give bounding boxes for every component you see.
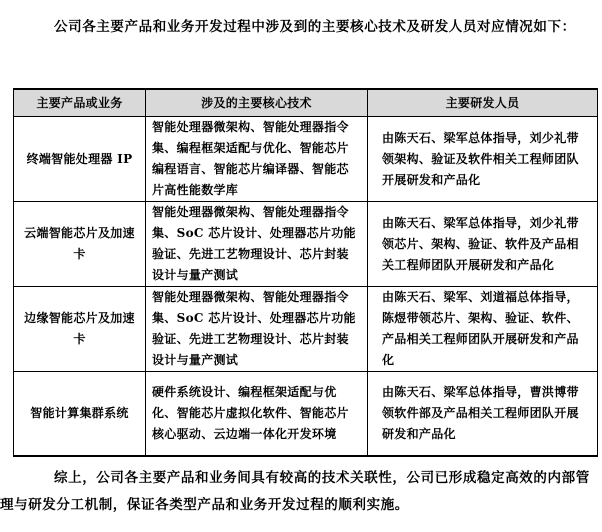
cell-product: 云端智能芯片及加速卡 (14, 202, 146, 287)
table-row (14, 117, 598, 202)
table-row (14, 287, 598, 372)
table-row (14, 202, 598, 287)
tech-staff-table (13, 88, 598, 457)
table-header-row (14, 89, 598, 117)
cell-tech: 智能处理器微架构、智能处理器指令集、SoC 芯片设计、处理器芯片功能验证、先进工艺物理设计、芯片封装设计与量产测试 (146, 202, 368, 287)
cell-staff: 由陈天石、梁军、刘道福总体指导，陈煜带领芯片、架构、验证、软件、产品相关工程师团队开展研发和产品化 (368, 287, 598, 372)
table-body (14, 117, 598, 456)
cell-staff: 由陈天石、梁军总体指导，刘少礼带领芯片、架构、验证、软件及产品相关工程师团队开展研发和产品化 (368, 202, 598, 287)
cell-product: 智能计算集群系统 (14, 372, 146, 456)
cell-tech: 智能处理器微架构、智能处理器指令集、编程框架适配与优化、智能芯片编程语言、智能芯片编译器、智能芯片高性能数学库 (146, 117, 368, 202)
header-product: 主要产品或业务 (14, 89, 146, 117)
header-staff: 主要研发人员 (368, 89, 598, 117)
table-row (14, 372, 598, 456)
cell-staff: 由陈天石、梁军总体指导，刘少礼带领架构、验证及软件相关工程师团队开展研发和产品化 (368, 117, 598, 202)
header-tech: 涉及的主要核心技术 (146, 89, 368, 117)
table-header (14, 89, 598, 117)
cell-tech: 智能处理器微架构、智能处理器指令集、SoC 芯片设计、处理器芯片功能验证、先进工艺物理设计、芯片封装设计与量产测试 (146, 287, 368, 372)
intro-paragraph: 公司各主要产品和业务开发过程中涉及到的主要核心技术及研发人员对应情况如下： (54, 19, 576, 35)
cell-product: 边缘智能芯片及加速卡 (14, 287, 146, 372)
cell-product: 终端智能处理器 IP (14, 117, 146, 202)
conclusion-paragraph: 综上，公司各主要产品和业务间具有较高的技术关联性，公司已形成稳定高效的内部管理与研发分工机制，保证各类型产品和业务开发过程的顺利实施。 (0, 470, 590, 513)
cell-tech: 硬件系统设计、编程框架适配与优化、智能芯片虚拟化软件、智能芯片核心驱动、云边端一体化开发环境 (146, 372, 368, 456)
cell-staff: 由陈天石、梁军总体指导，曹洪博带领软件部及产品相关工程师团队开展研发和产品化 (368, 372, 598, 456)
